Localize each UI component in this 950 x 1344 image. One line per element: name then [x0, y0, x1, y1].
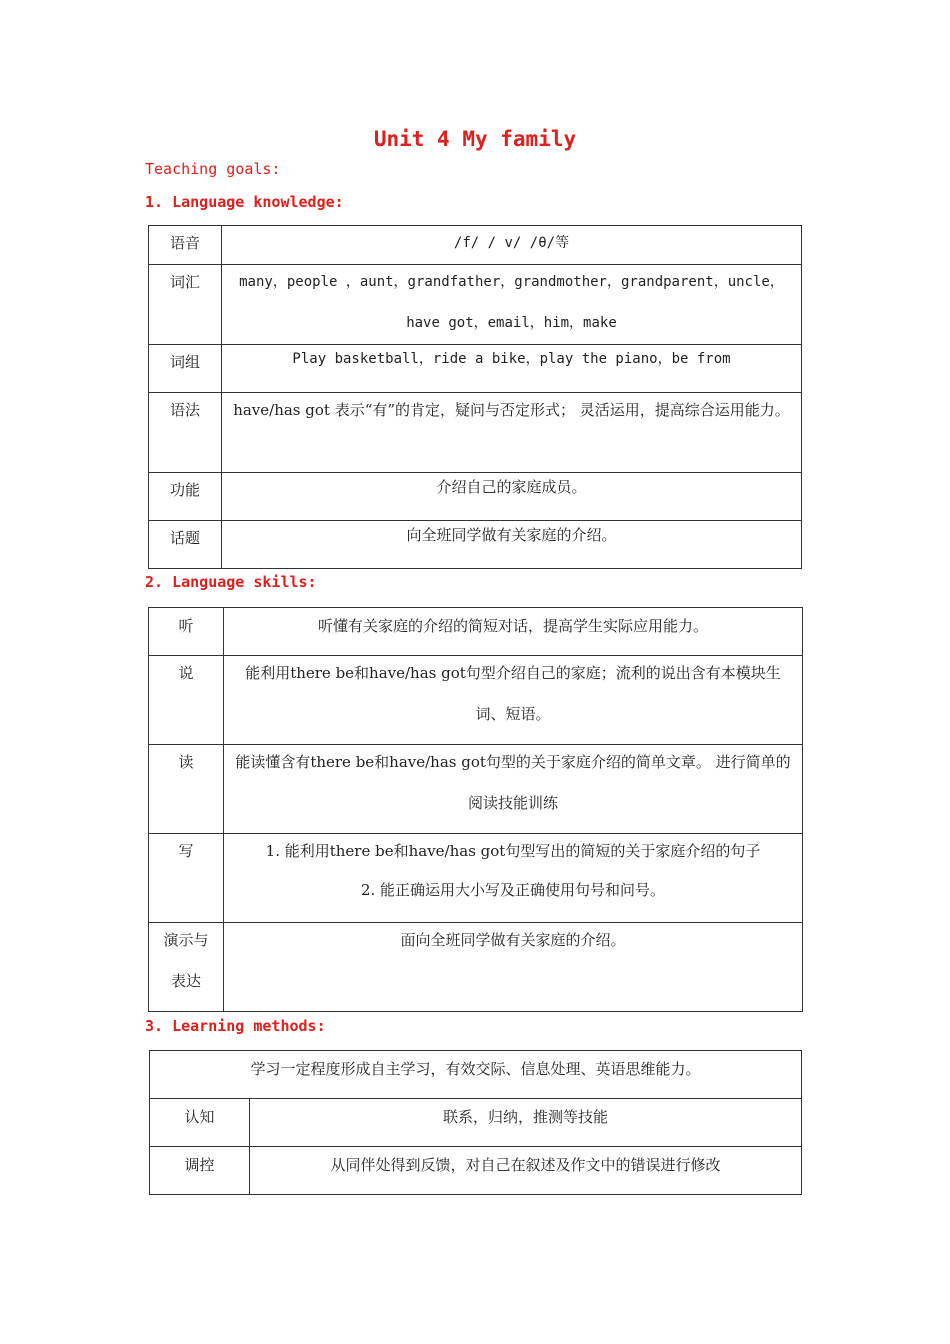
row-label: 功能: [169, 481, 200, 499]
row-label: 演示与表达: [163, 931, 209, 990]
row-label: 写: [178, 842, 194, 860]
table-row: [149, 393, 802, 473]
row-label: 语法: [169, 401, 200, 419]
teaching-goals-heading: Teaching goals:: [145, 160, 281, 178]
table-row: [149, 473, 802, 521]
row-label: 调控: [184, 1156, 215, 1174]
table-row: [149, 923, 803, 1012]
row-content: 介绍自己的家庭成员。: [436, 478, 587, 496]
row-content: 听懂有关家庭的介绍的简短对话，提高学生实际应用能力。: [317, 617, 708, 635]
row-label: 说: [178, 664, 194, 682]
row-content-line1: 1. 能利用there be和have/has got句型写出的简短的关于家庭介绍的句子: [265, 842, 761, 860]
table-row: [149, 521, 802, 569]
row-label: 词组: [169, 353, 200, 371]
row-content-line2: 2. 能正确运用大小写及正确使用句号和问号。: [360, 881, 666, 899]
row-content: /f/ / v/ /θ/等: [453, 235, 570, 251]
row-content: 能利用there be和have/has got句型介绍自己的家庭；流利的说出含有本模块生词、短语。: [245, 664, 781, 723]
row-label: 读: [178, 753, 194, 771]
table-row: [150, 1099, 802, 1147]
table-row: [150, 1147, 802, 1195]
learning-methods-table: [149, 1050, 802, 1195]
row-content: Play basketball，ride a bike，play the piano，be from: [292, 351, 731, 367]
table-row: [149, 656, 803, 745]
table-row: [149, 834, 803, 923]
table-row: [149, 226, 802, 265]
row-content: 面向全班同学做有关家庭的介绍。: [400, 931, 626, 949]
document-title: Unit 4 My family: [373, 127, 577, 151]
row-content: 从同伴处得到反馈，对自己在叙述及作文中的错误进行修改: [330, 1156, 721, 1174]
table-row: [150, 1051, 802, 1099]
row-label: 语音: [169, 234, 200, 252]
language-skills-table: [148, 607, 803, 1012]
row-content: 联系，归纳，推测等技能: [443, 1108, 609, 1126]
language-knowledge-table: [148, 225, 802, 569]
row-content: 向全班同学做有关家庭的介绍。: [406, 526, 617, 544]
header-row-content: 学习一定程度形成自主学习，有效交际、信息处理、英语思维能力。: [250, 1060, 701, 1078]
row-content: 能读懂含有there be和have/has got句型的关于家庭介绍的简单文章。 进行简单的阅读技能训练: [235, 753, 791, 812]
row-label: 认知: [184, 1108, 215, 1126]
row-label: 词汇: [169, 273, 200, 291]
row-label: 话题: [169, 529, 200, 547]
table-row: [149, 265, 802, 345]
row-content: many，people ，aunt，grandfather，grandmother，grandparent，uncle，have got，email，him，make: [239, 274, 784, 331]
table-row: [149, 745, 803, 834]
row-content: have/has got 表示“有”的肯定，疑问与否定形式； 灵活运用，提高综合运用能力。: [233, 401, 790, 419]
section1-heading: 1. Language knowledge:: [145, 193, 344, 211]
table-row: [149, 608, 803, 656]
section3-heading: 3. Learning methods:: [145, 1017, 326, 1035]
section2-heading: 2. Language skills:: [145, 573, 317, 591]
row-label: 听: [178, 617, 194, 635]
table-row: [149, 345, 802, 393]
